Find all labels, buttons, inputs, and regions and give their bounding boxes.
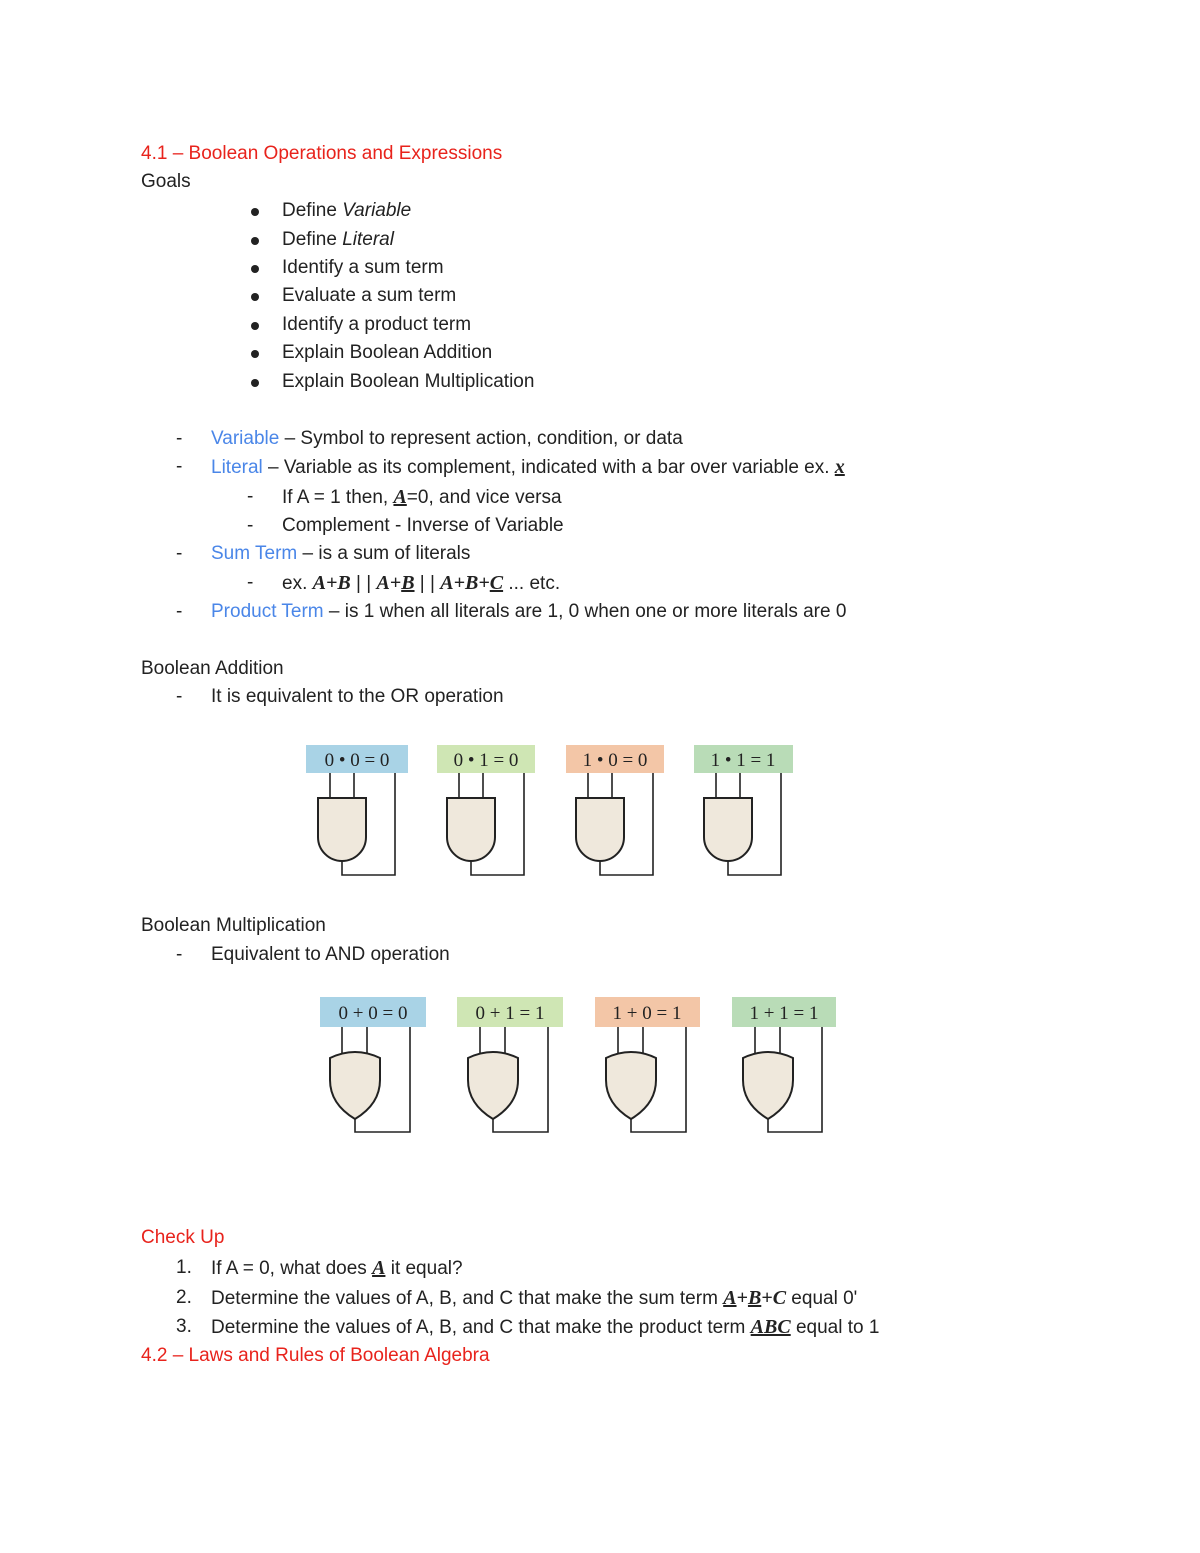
math-op: + bbox=[478, 572, 490, 594]
question-text: equal to 1 bbox=[790, 1317, 880, 1338]
goal-text: Define bbox=[282, 229, 343, 250]
question-number: 1. bbox=[176, 1257, 192, 1278]
and-gate-body bbox=[318, 798, 366, 861]
and-gate-body bbox=[447, 798, 495, 861]
definition-product-term bbox=[211, 601, 846, 623]
goal-item: Identify a sum term bbox=[282, 257, 444, 278]
math-var: B bbox=[465, 572, 479, 594]
or-gate-3 bbox=[732, 997, 836, 1132]
question-text: it equal? bbox=[385, 1258, 463, 1279]
math-op: + bbox=[453, 572, 465, 594]
goal-item: Explain Boolean Addition bbox=[282, 342, 493, 363]
and-gates-figure bbox=[0, 740, 1200, 890]
gate-label: 1 + 0 = 1 bbox=[612, 1003, 682, 1024]
question-number: 3. bbox=[176, 1316, 192, 1337]
definition-text: – is a sum of literals bbox=[297, 543, 471, 564]
goal-emphasis: Literal bbox=[342, 229, 394, 250]
dash-icon: - bbox=[247, 486, 254, 507]
dash-icon: - bbox=[176, 686, 183, 707]
question-text: If A = 0, what does bbox=[211, 1258, 373, 1279]
and-gate-0 bbox=[306, 745, 408, 875]
bullet-icon bbox=[251, 265, 259, 273]
math-var: A bbox=[440, 572, 454, 594]
gate-label: 0 + 1 = 1 bbox=[475, 1003, 545, 1024]
boolean-addition-item: It is equivalent to the OR operation bbox=[211, 686, 504, 707]
or-gate-body bbox=[606, 1052, 656, 1119]
bullet-icon bbox=[251, 208, 259, 216]
or-gates-figure bbox=[0, 992, 1200, 1142]
or-gate-body bbox=[468, 1052, 518, 1119]
gate-label: 0 • 0 = 0 bbox=[324, 750, 390, 771]
question-text: equal 0' bbox=[786, 1288, 858, 1309]
gate-label: 1 + 1 = 1 bbox=[749, 1003, 819, 1024]
and-gate-body bbox=[576, 798, 624, 861]
math-var-complement: B bbox=[401, 572, 415, 594]
goal-item bbox=[282, 229, 394, 251]
question-text: Determine the values of A, B, and C that make the sum term bbox=[211, 1288, 724, 1309]
goal-item bbox=[282, 200, 411, 222]
goal-text: Define bbox=[282, 200, 343, 221]
or-gate-0 bbox=[320, 997, 426, 1132]
and-gate-3 bbox=[694, 745, 793, 875]
math-var: A bbox=[376, 572, 390, 594]
or-gate-1 bbox=[457, 997, 563, 1132]
goal-item: Evaluate a sum term bbox=[282, 285, 457, 306]
definition-literal bbox=[211, 456, 845, 479]
dash-icon: - bbox=[176, 456, 183, 477]
question-1 bbox=[211, 1257, 463, 1280]
question-2 bbox=[211, 1287, 857, 1310]
sub-text: ... etc. bbox=[503, 573, 561, 594]
term-product-term: Product Term bbox=[211, 601, 324, 622]
goals-heading: Goals bbox=[141, 171, 191, 192]
goal-item: Explain Boolean Multiplication bbox=[282, 371, 535, 392]
sub-text: ex. bbox=[282, 573, 313, 594]
term-sum-term: Sum Term bbox=[211, 543, 298, 564]
math-var-complement: B bbox=[747, 1287, 762, 1309]
complement-x: x bbox=[834, 456, 845, 478]
and-gate-1 bbox=[437, 745, 535, 875]
question-number: 2. bbox=[176, 1287, 192, 1308]
section-title-4-1: 4.1 – Boolean Operations and Expressions bbox=[141, 143, 503, 164]
dash-icon: - bbox=[247, 515, 254, 536]
definition-sum-term bbox=[211, 543, 470, 565]
definition-variable bbox=[211, 428, 683, 450]
boolean-addition-heading: Boolean Addition bbox=[141, 658, 284, 679]
sub-text: =0, and vice versa bbox=[406, 487, 562, 508]
bullet-icon bbox=[251, 379, 259, 387]
dash-icon: - bbox=[176, 428, 183, 449]
math-var-complement: A bbox=[723, 1287, 737, 1309]
input-wires bbox=[588, 773, 612, 798]
math-var: A bbox=[312, 572, 326, 594]
literal-sub-item bbox=[282, 486, 562, 509]
definition-text: – Symbol to represent action, condition, or data bbox=[279, 428, 683, 449]
sum-term-examples bbox=[282, 572, 560, 595]
separator: | | bbox=[350, 573, 377, 594]
math-var-complement: ABC bbox=[750, 1316, 791, 1338]
or-gate-2 bbox=[595, 997, 700, 1132]
math-op: + bbox=[325, 572, 338, 594]
section-title-4-2: 4.2 – Laws and Rules of Boolean Algebra bbox=[141, 1345, 490, 1366]
math-op: + bbox=[761, 1287, 773, 1309]
math-var: C bbox=[772, 1287, 787, 1309]
gate-label: 0 + 0 = 0 bbox=[338, 1003, 408, 1024]
or-gate-body bbox=[743, 1052, 793, 1119]
and-gate-body bbox=[704, 798, 752, 861]
bullet-icon bbox=[251, 322, 259, 330]
math-var-complement: C bbox=[489, 572, 504, 594]
goal-item: Identify a product term bbox=[282, 314, 472, 335]
dash-icon: - bbox=[247, 572, 254, 593]
or-gate-body bbox=[330, 1052, 380, 1119]
input-wires bbox=[459, 773, 483, 798]
bullet-icon bbox=[251, 350, 259, 358]
gate-label: 0 • 1 = 0 bbox=[453, 750, 519, 771]
sub-text: If A = 1 then, bbox=[282, 487, 394, 508]
literal-sub-item: Complement - Inverse of Variable bbox=[282, 515, 564, 536]
math-var: B bbox=[337, 572, 351, 594]
input-wires bbox=[716, 773, 740, 798]
goal-emphasis: Variable bbox=[342, 200, 412, 221]
term-variable: Variable bbox=[211, 428, 280, 449]
definition-text: – Variable as its complement, indicated with a bar over variable ex. bbox=[262, 457, 835, 478]
math-op: + bbox=[389, 572, 402, 594]
check-up-heading: Check Up bbox=[141, 1227, 225, 1248]
definition-text: – is 1 when all literals are 1, 0 when one or more literals are 0 bbox=[323, 601, 847, 622]
bullet-icon bbox=[251, 293, 259, 301]
math-op: + bbox=[736, 1287, 748, 1309]
and-gate-2 bbox=[566, 745, 664, 875]
question-3 bbox=[211, 1316, 879, 1339]
gate-label: 1 • 1 = 1 bbox=[710, 750, 776, 771]
question-text: Determine the values of A, B, and C that make the product term bbox=[211, 1317, 751, 1338]
complement-a: A bbox=[372, 1257, 386, 1279]
dash-icon: - bbox=[176, 601, 183, 622]
boolean-multiplication-heading: Boolean Multiplication bbox=[141, 915, 326, 936]
input-wires bbox=[330, 773, 354, 798]
dash-icon: - bbox=[176, 944, 183, 965]
dash-icon: - bbox=[176, 543, 183, 564]
term-literal: Literal bbox=[211, 457, 263, 478]
gate-label: 1 • 0 = 0 bbox=[582, 750, 648, 771]
boolean-multiplication-item: Equivalent to AND operation bbox=[211, 944, 450, 965]
bullet-icon bbox=[251, 237, 259, 245]
complement-a: A bbox=[393, 486, 407, 508]
separator: | | bbox=[414, 573, 441, 594]
